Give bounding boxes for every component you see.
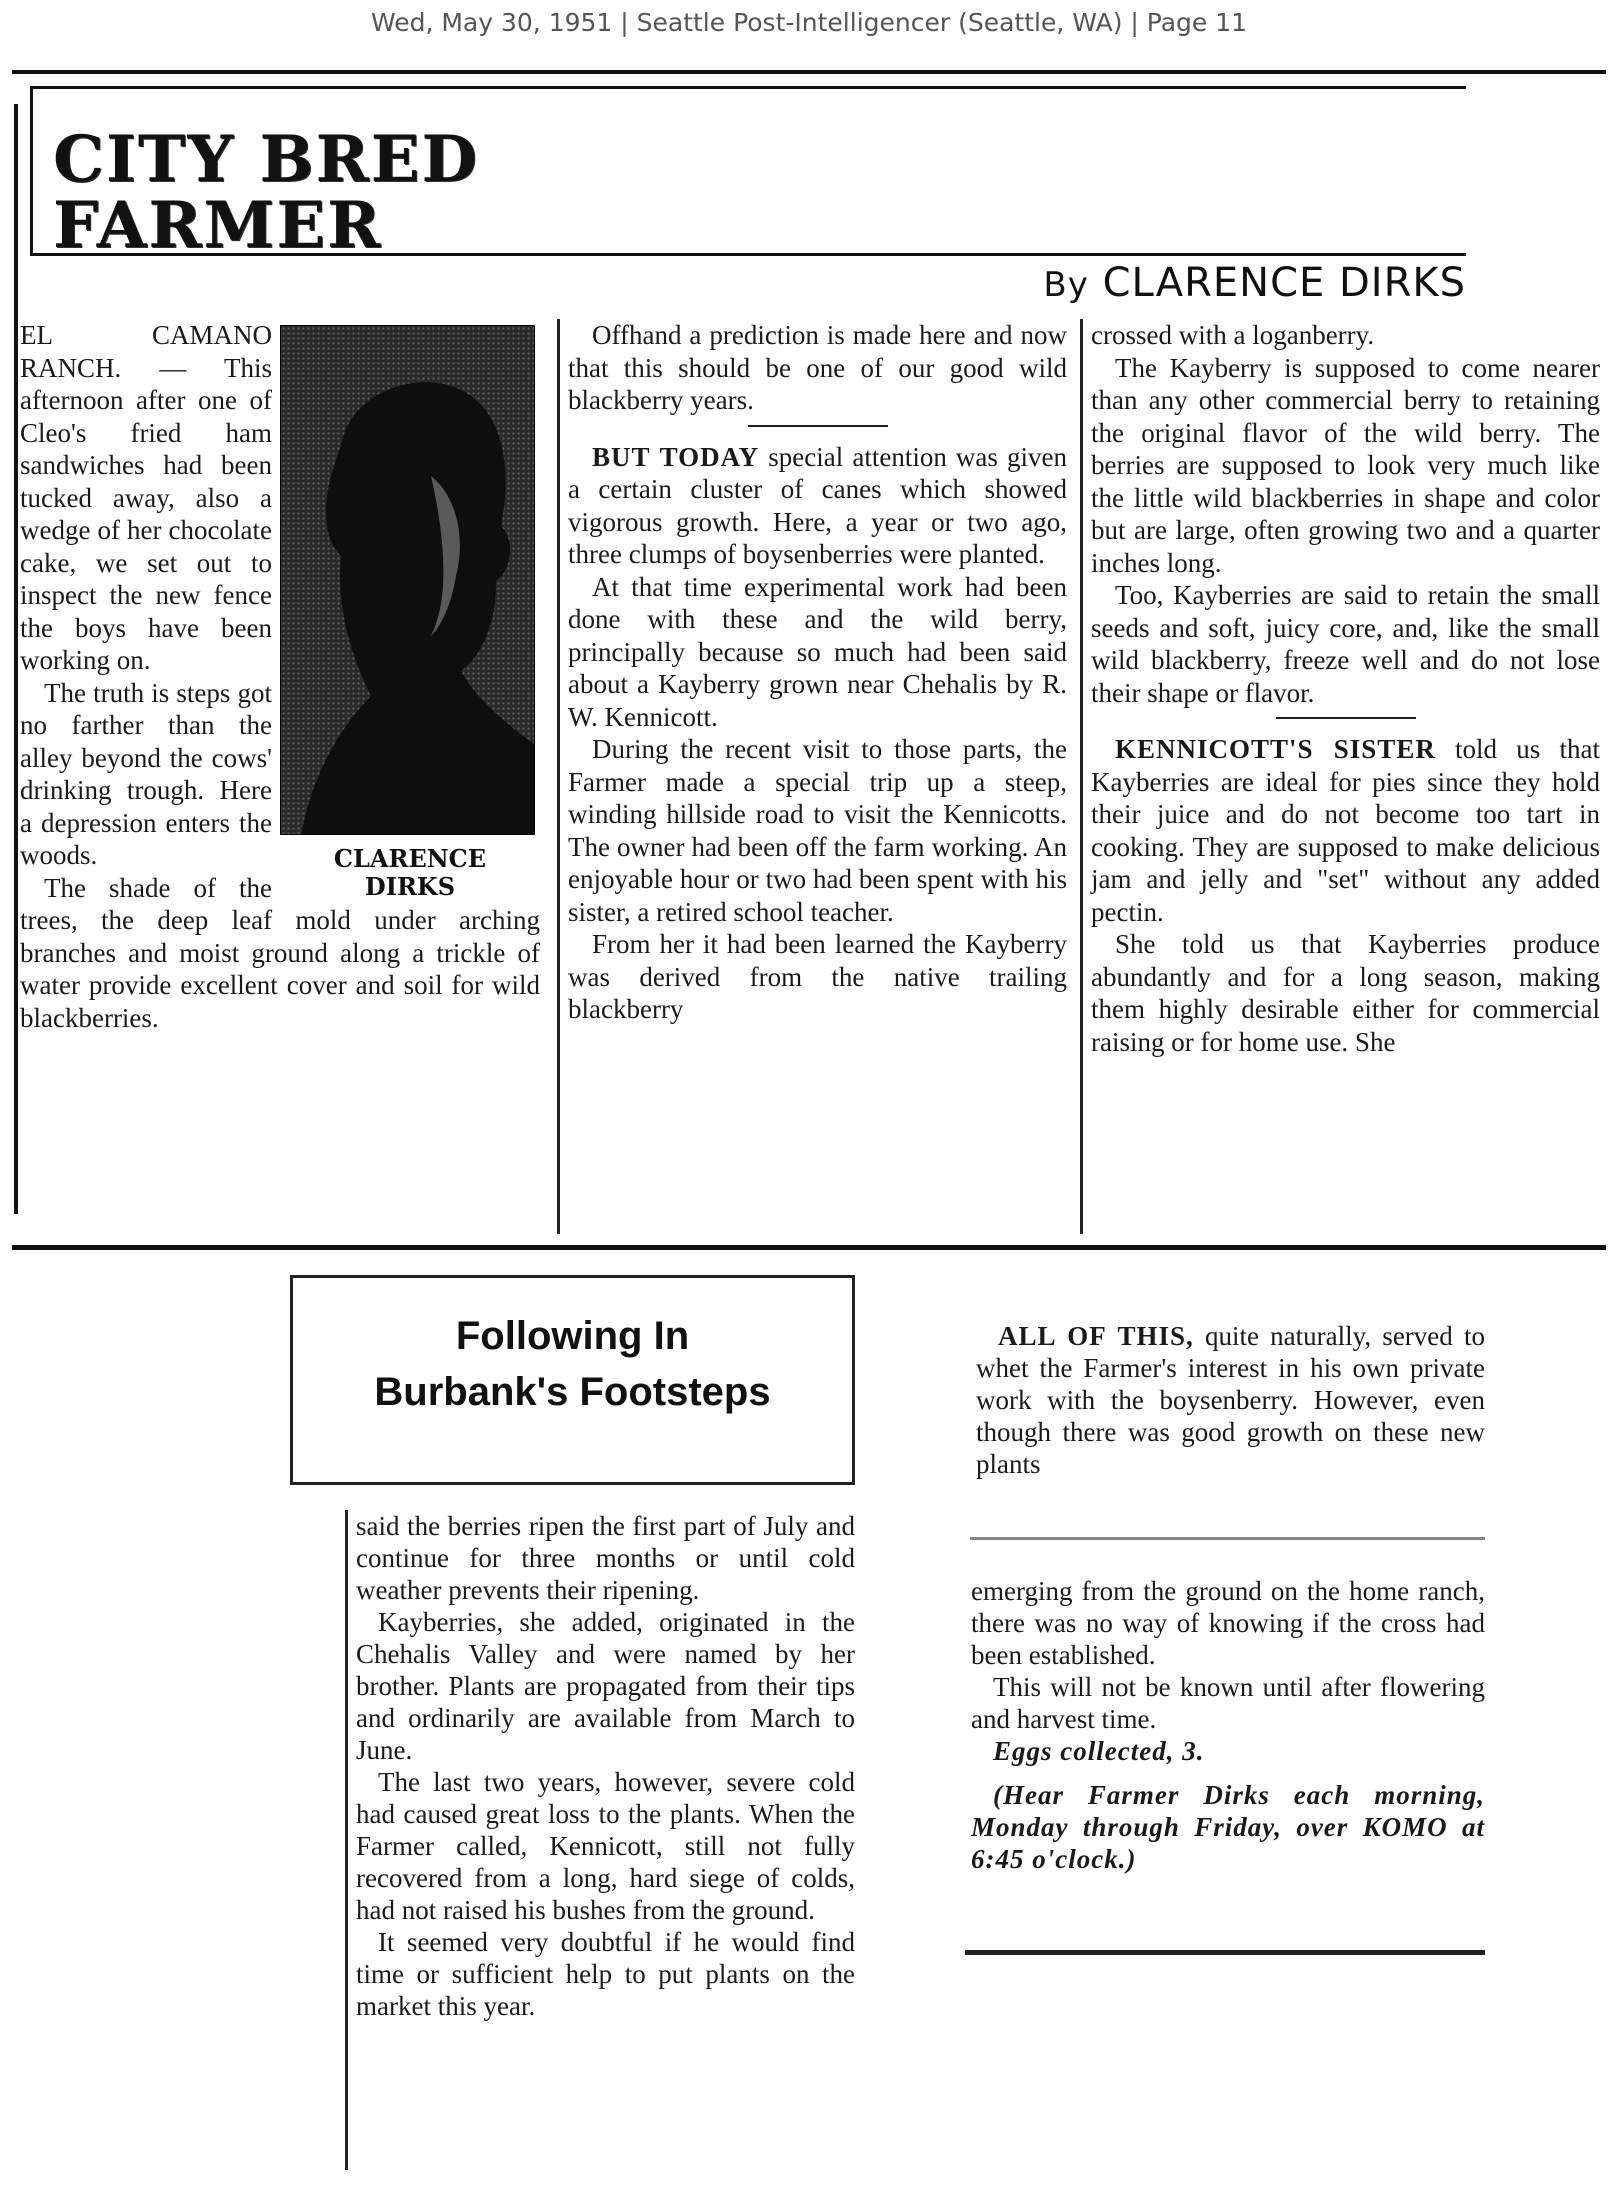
- paragraph-lead: ALL OF THIS,: [998, 1321, 1194, 1351]
- paragraph: From her it had been learned the Kayberry was derived from the native trailing blackberry: [568, 929, 1067, 1024]
- paragraph-body: told us that Kayberries are ideal for pies since they hold their juice and do not become too tart in cooking. They are supposed to make delicious jam and jelly and "set" without any added pectin.: [1091, 734, 1600, 927]
- column-1: [20, 319, 540, 1234]
- radio-note: (Hear Farmer Dirks each morning, Monday through Friday, over KOMO at 6:45 o'clock.): [971, 1780, 1485, 1874]
- article-columns: [12, 319, 1606, 1234]
- paragraph-body: quite naturally, served to whet the Farmer's interest in his own private work with the boysenberry. However, even though there was good growth on these new plants: [976, 1321, 1485, 1479]
- main-article-clipping: [12, 70, 1606, 1250]
- paragraph: Too, Kayberries are said to retain the small seeds and soft, juicy core, and, like the small wild blackberry, freeze well and do not lose their shape or flavor.: [1091, 580, 1600, 708]
- photo-caption: [280, 845, 540, 901]
- divider: [748, 425, 888, 427]
- author-photo: [280, 325, 535, 835]
- caption-line-1: CLARENCE: [333, 844, 487, 873]
- clipping-berries-ripen: [345, 1510, 855, 2170]
- divider: [1276, 717, 1416, 719]
- paragraph: [1091, 733, 1600, 928]
- paragraph: Kayberries, she added, originated in the Chehalis Valley and were named by her brother. Plants are propagated from their tips and ordinarily are available from March to June.: [356, 1607, 855, 1765]
- subhead-box: [290, 1275, 855, 1485]
- masthead-box: [30, 86, 1466, 263]
- source-line: Wed, May 30, 1951 | Seattle Post-Intelligencer (Seattle, WA) | Page 11: [370, 8, 1248, 37]
- paragraph: Offhand a prediction is made here and now that this should be one of our good wild blackberry years.: [568, 320, 1067, 415]
- paragraph: The shade of the trees, the deep leaf mold under arching branches and moist ground along a trickle of water provide excellent cover and soil for wild blackberries.: [20, 872, 540, 1033]
- paragraph: The truth is steps got no farther than the alley beyond the cows' drinking trough. Here a depression enters the woods.: [20, 677, 272, 870]
- byline: [1043, 260, 1466, 306]
- title-line-1: CITY BRED: [53, 122, 480, 197]
- subhead-line-1: Following In: [455, 1314, 690, 1358]
- column-3: [1080, 319, 1600, 1234]
- paragraph: emerging from the ground on the home ranch, there was no way of knowing if the cross had been established.: [971, 1576, 1485, 1670]
- paragraph: This will not be known until after flowering and harvest time.: [971, 1672, 1485, 1734]
- paragraph-lead: KENNICOTT'S SISTER: [1115, 734, 1436, 764]
- paragraph: EL CAMANO RANCH. — This afternoon after one of Cleo's fried ham sandwiches had been tucked away, also a wedge of her chocolate cake, we set out to inspect the new fence the boys have been working on.: [20, 320, 272, 675]
- paragraph: said the berries ripen the first part of July and continue for three months or until cold weather prevents their ripening.: [356, 1511, 855, 1605]
- paragraph: During the recent visit to those parts, the Farmer made a special trip up a steep, winding hillside road to visit the Kennicotts. The owner had been off the farm working. An enjoyable hour or two had been spent with his sister, a retired school teacher.: [568, 734, 1067, 927]
- byline-name: CLARENCE DIRKS: [1102, 260, 1466, 306]
- clipping-emerging: [965, 1575, 1485, 1955]
- paragraph-lead: BUT TODAY: [592, 441, 760, 472]
- paragraph: The Kayberry is supposed to come nearer than any other commercial berry to retaining the original flavor of the wild berry. The berries are supposed to look very much like the little wild blackberries in shape and color but are large, often growing two and a quarter inches long.: [1091, 352, 1600, 578]
- paragraph: She told us that Kayberries produce abundantly and for a long season, making them highly desirable either for commercial raising or for home use. She: [1091, 929, 1600, 1057]
- paragraph-body: special attention was given a certain cluster of canes which showed vigorous growth. Here, a year or two ago, three clumps of boysenberries were planted.: [568, 441, 1067, 569]
- title-line-2: FARMER: [53, 188, 383, 263]
- paragraph: At that time experimental work had been done with these and the wild berry, principally because so much had been said about a Kayberry grown near Chehalis by R. W. Kennicott.: [568, 571, 1067, 732]
- caption-line-2: DIRKS: [364, 872, 456, 901]
- column-2: [557, 319, 1067, 1234]
- paragraph: [568, 441, 1067, 571]
- clipping-all-of-this: [970, 1320, 1485, 1540]
- byline-by: By: [1043, 265, 1089, 305]
- subhead-line-2: Burbank's Footsteps: [374, 1370, 771, 1414]
- author-portrait-icon: [281, 326, 535, 835]
- paragraph: crossed with a loganberry.: [1091, 320, 1375, 350]
- eggs-collected: Eggs collected, 3.: [993, 1736, 1205, 1766]
- paragraph: The last two years, however, severe cold had caused great loss to the plants. When the Farmer called, Kennicott, still not fully recovered from a long, hard siege of colds, had not raised his bushes from the ground.: [356, 1767, 855, 1925]
- paragraph: [976, 1320, 1485, 1480]
- column-title: [53, 122, 480, 263]
- paragraph: It seemed very doubtful if he would find time or sufficient help to put plants on the market this year.: [356, 1927, 855, 2021]
- author-photo-block: [280, 325, 540, 901]
